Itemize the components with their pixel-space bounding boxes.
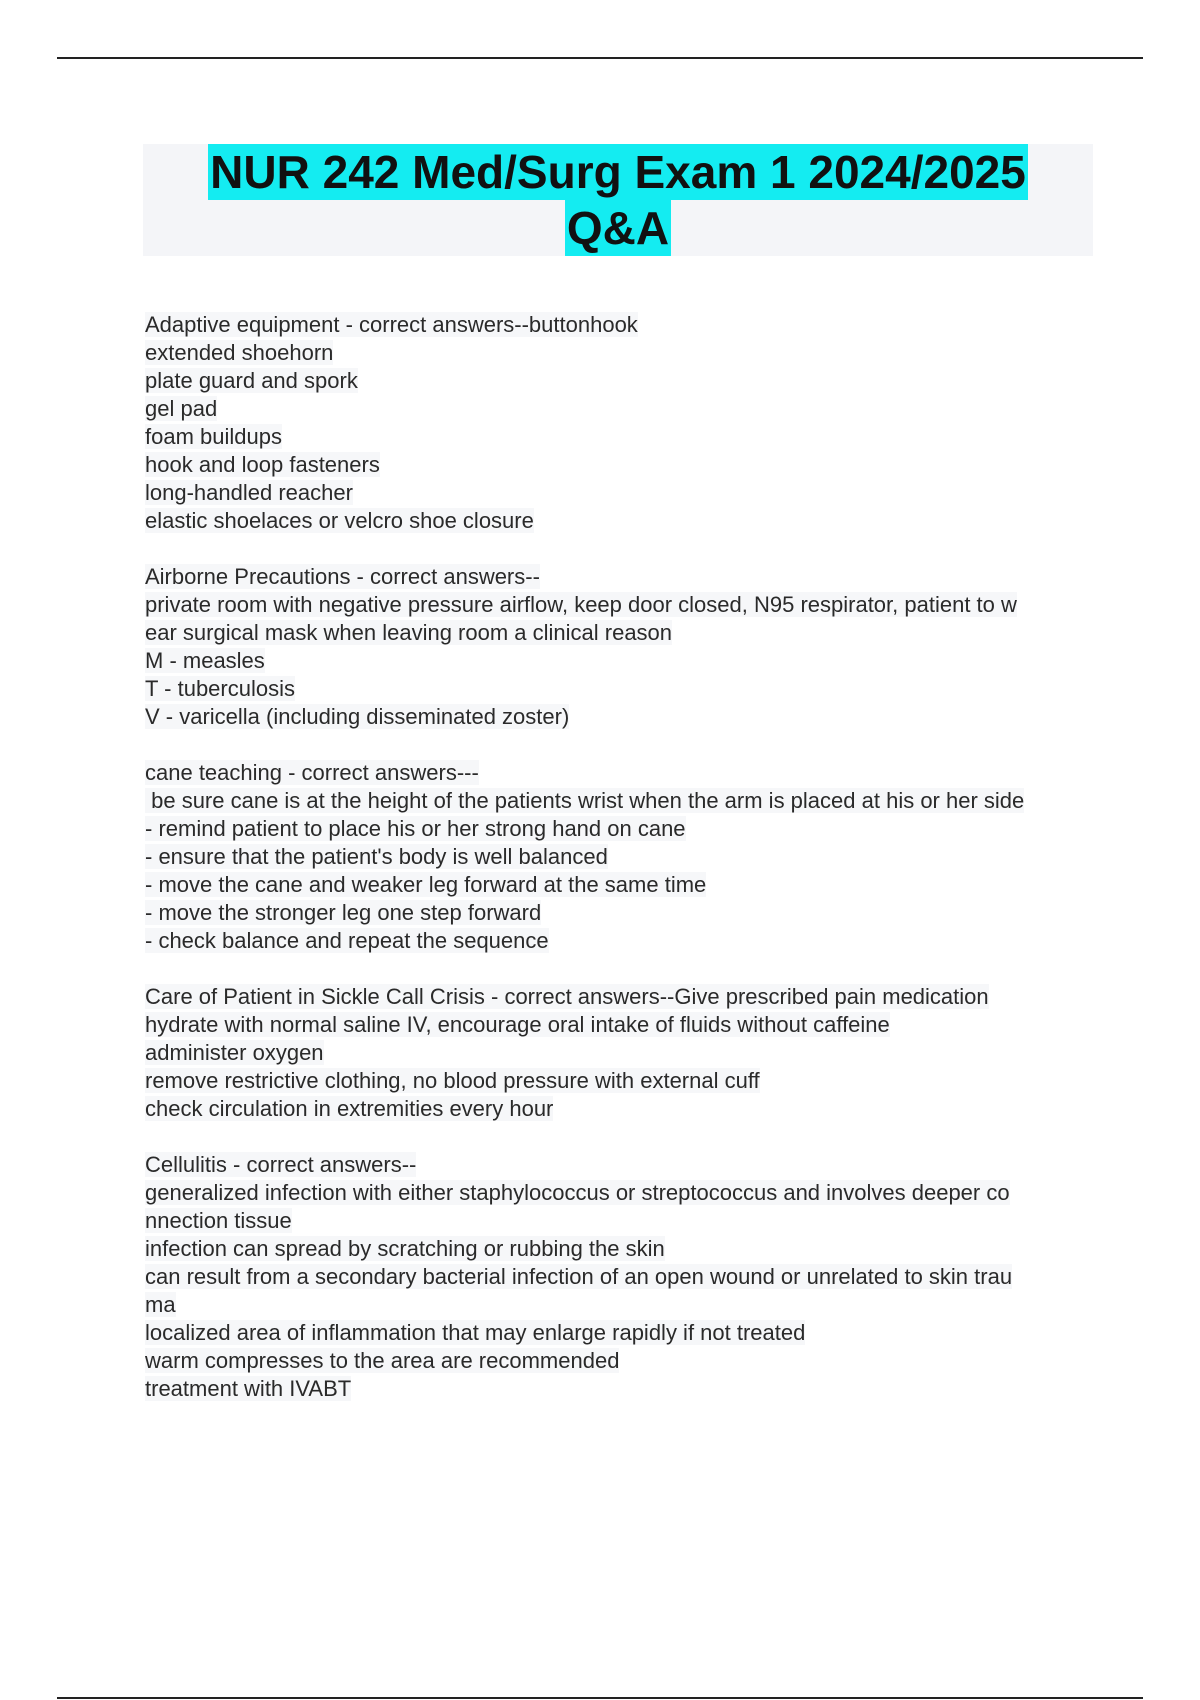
qa-answer-line: can result from a secondary bacterial infection of an open wound or unrelated to skin trau	[145, 1264, 1013, 1289]
qa-answer-line: elastic shoelaces or velcro shoe closure	[145, 508, 534, 533]
qa-section	[145, 983, 1095, 1123]
qa-answer-line: ma	[145, 1292, 176, 1317]
qa-answer-line: check circulation in extremities every hour	[145, 1096, 554, 1121]
qa-answer-line: M - measles	[145, 648, 265, 673]
qa-answer-line: hook and loop fasteners	[145, 452, 380, 477]
qa-answer-line: be sure cane is at the height of the patients wrist when the arm is placed at his or her side	[145, 788, 1025, 813]
qa-answer-line: long-handled reacher	[145, 480, 353, 505]
qa-answer-line: hydrate with normal saline IV, encourage oral intake of fluids without caffeine	[145, 1012, 890, 1037]
qa-answer-line: - check balance and repeat the sequence	[145, 928, 549, 953]
qa-question-line: Cellulitis - correct answers--	[145, 1152, 417, 1177]
qa-question-line: Adaptive equipment - correct answers--buttonhook	[145, 312, 638, 337]
qa-question-line: cane teaching - correct answers---	[145, 760, 479, 785]
top-rule	[57, 57, 1143, 59]
qa-answer-line: - remind patient to place his or her strong hand on cane	[145, 816, 686, 841]
qa-answer-line: gel pad	[145, 396, 218, 421]
qa-answer-line: plate guard and spork	[145, 368, 358, 393]
qa-answer-line: warm compresses to the area are recommended	[145, 1348, 620, 1373]
title-line-1: NUR 242 Med/Surg Exam 1 2024/2025	[210, 146, 1026, 198]
qa-answer-line: nnection tissue	[145, 1208, 292, 1233]
qa-answer-line: T - tuberculosis	[145, 676, 295, 701]
qa-answer-line: infection can spread by scratching or rubbing the skin	[145, 1236, 665, 1261]
qa-answer-line: localized area of inflammation that may enlarge rapidly if not treated	[145, 1320, 806, 1345]
qa-answer-line: - ensure that the patient's body is well balanced	[145, 844, 608, 869]
document-title	[143, 144, 1093, 256]
qa-answer-line: administer oxygen	[145, 1040, 324, 1065]
qa-answer-line: - move the cane and weaker leg forward at the same time	[145, 872, 707, 897]
qa-answer-line: private room with negative pressure airflow, keep door closed, N95 respirator, patient to w	[145, 592, 1017, 617]
qa-answer-line: generalized infection with either staphylococcus or streptococcus and involves deeper co	[145, 1180, 1010, 1205]
document-body	[145, 311, 1095, 1431]
qa-answer-line: remove restrictive clothing, no blood pressure with external cuff	[145, 1068, 760, 1093]
qa-question-line: Care of Patient in Sickle Call Crisis - correct answers--Give prescribed pain medication	[145, 984, 989, 1009]
title-line-2: Q&A	[566, 202, 670, 254]
bottom-rule	[57, 1697, 1143, 1699]
qa-answer-line: treatment with IVABT	[145, 1376, 352, 1401]
qa-answer-line: ear surgical mask when leaving room a clinical reason	[145, 620, 673, 645]
qa-answer-line: V - varicella (including disseminated zoster)	[145, 704, 570, 729]
qa-question-line: Airborne Precautions - correct answers--	[145, 564, 540, 589]
qa-answer-line: extended shoehorn	[145, 340, 334, 365]
qa-section	[145, 759, 1095, 955]
qa-answer-line: - move the stronger leg one step forward	[145, 900, 542, 925]
qa-section	[145, 563, 1095, 731]
qa-section	[145, 311, 1095, 535]
qa-section	[145, 1151, 1095, 1403]
qa-answer-line: foam buildups	[145, 424, 282, 449]
